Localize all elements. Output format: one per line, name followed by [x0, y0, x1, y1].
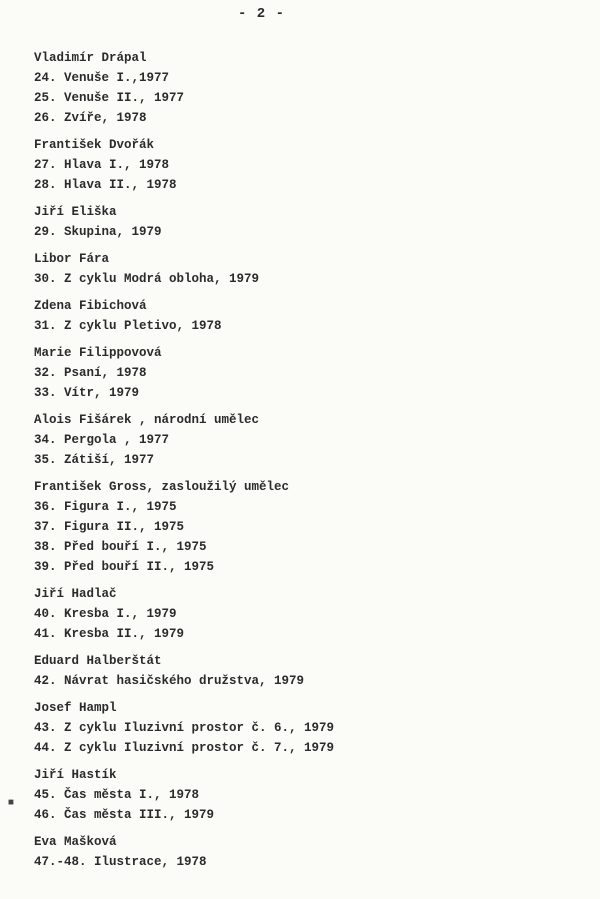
artwork-entry: 33. Vítr, 1979	[34, 386, 140, 400]
artwork-entry: 37. Figura II., 1975	[34, 520, 185, 534]
artwork-entry: 38. Před bouří I., 1975	[34, 540, 207, 554]
artwork-entry: 35. Zátiší, 1977	[34, 453, 155, 467]
artist-name: Jiří Hadlač	[34, 587, 117, 601]
artist-name: Vladimír Drápal	[34, 51, 147, 65]
artist-group	[34, 584, 574, 644]
artwork-entry: 39. Před bouří II., 1975	[34, 560, 215, 574]
artist-group	[34, 410, 574, 470]
artist-name: Zdena Fibichová	[34, 299, 147, 313]
artwork-entry: 44. Z cyklu Iluzivní prostor č. 7., 1979	[34, 741, 335, 755]
artwork-entry: 31. Z cyklu Pletivo, 1978	[34, 319, 222, 333]
artwork-entry: 27. Hlava I., 1978	[34, 158, 170, 172]
artist-name: Alois Fišárek , národní umělec	[34, 413, 260, 427]
page-number: - 2 -	[238, 6, 286, 22]
artist-name: Eva Mašková	[34, 835, 117, 849]
artist-group	[34, 48, 574, 128]
artist-group	[34, 296, 574, 336]
artwork-entry: 41. Kresba II., 1979	[34, 627, 185, 641]
artwork-entry: 36. Figura I., 1975	[34, 500, 177, 514]
artwork-entry: 42. Návrat hasičského družstva, 1979	[34, 674, 305, 688]
artist-group	[34, 765, 574, 825]
artist-name: Eduard Halberštát	[34, 654, 162, 668]
artist-group	[34, 832, 574, 872]
margin-mark-icon: ■	[8, 798, 15, 809]
artist-group	[34, 202, 574, 242]
artwork-entry: 43. Z cyklu Iluzivní prostor č. 6., 1979	[34, 721, 335, 735]
artwork-entry: 24. Venuše I.,1977	[34, 71, 170, 85]
artist-name: František Dvořák	[34, 138, 155, 152]
artist-name: Jiří Eliška	[34, 205, 117, 219]
artist-group	[34, 477, 574, 577]
artwork-entry: 30. Z cyklu Modrá obloha, 1979	[34, 272, 260, 286]
artist-group	[34, 249, 574, 289]
exhibition-list	[34, 48, 574, 879]
artist-group	[34, 135, 574, 195]
artwork-entry: 25. Venuše II., 1977	[34, 91, 185, 105]
artwork-entry: 46. Čas města III., 1979	[34, 808, 215, 822]
artwork-entry: 47.-48. Ilustrace, 1978	[34, 855, 207, 869]
artist-group	[34, 698, 574, 758]
artwork-entry: 34. Pergola , 1977	[34, 433, 170, 447]
artwork-entry: 29. Skupina, 1979	[34, 225, 162, 239]
artist-name: Jiří Hastík	[34, 768, 117, 782]
artwork-entry: 32. Psaní, 1978	[34, 366, 147, 380]
artwork-entry: 28. Hlava II., 1978	[34, 178, 177, 192]
artist-name: Josef Hampl	[34, 701, 117, 715]
artist-group	[34, 651, 574, 691]
artist-name: František Gross, zasloužilý umělec	[34, 480, 290, 494]
artwork-entry: 26. Zvíře, 1978	[34, 111, 147, 125]
artist-name: Libor Fára	[34, 252, 110, 266]
artist-group	[34, 343, 574, 403]
artwork-entry: 40. Kresba I., 1979	[34, 607, 177, 621]
artist-name: Marie Filippovová	[34, 346, 162, 360]
artwork-entry: 45. Čas města I., 1978	[34, 788, 200, 802]
